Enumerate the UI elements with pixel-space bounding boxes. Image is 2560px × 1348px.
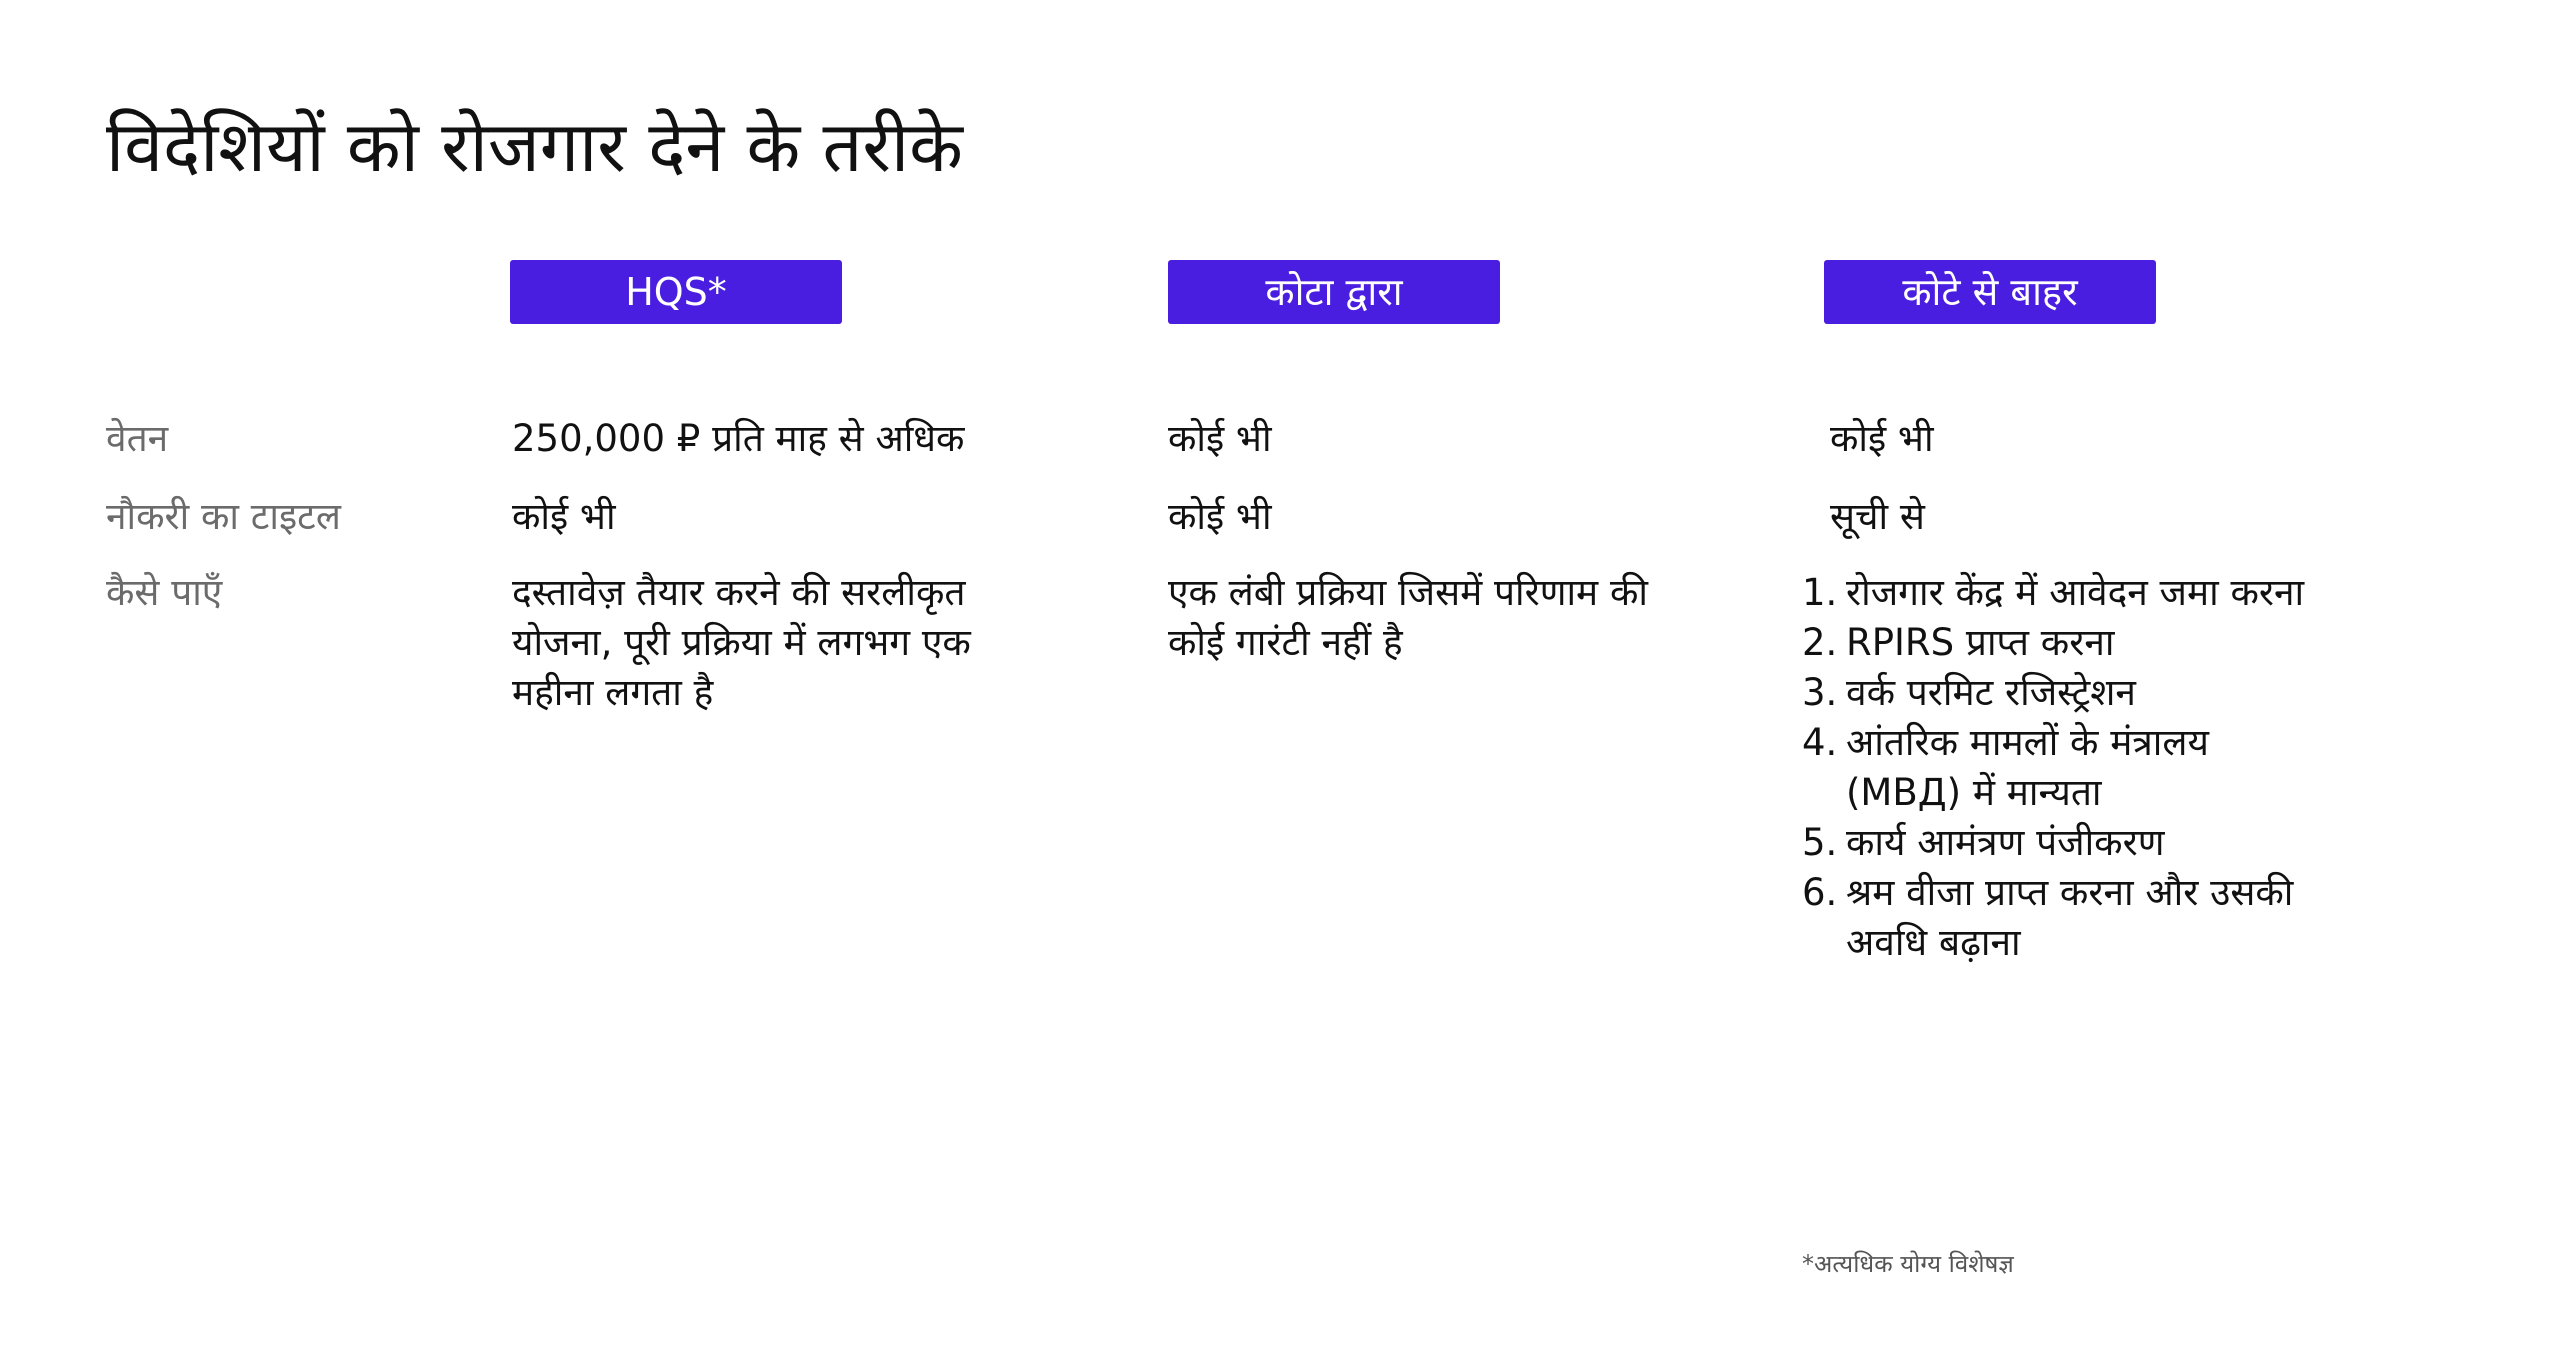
column-header-non-quota: कोटे से बाहर — [1824, 260, 2156, 324]
list-item — [1802, 718, 2322, 818]
page-title: विदेशियों को रोजगार देने के तरीके — [106, 105, 963, 188]
cell-how-to-get-hqs: दस्तावेज़ तैयार करने की सरलीकृत योजना, पूरी प्रक्रिया में लगभग एक महीना लगता है — [512, 571, 971, 714]
footnote: *अत्यधिक योग्य विशेषज्ञ — [1802, 1250, 2014, 1278]
step-number: 5. — [1802, 821, 1838, 864]
cell-job-title-hqs: कोई भी — [512, 495, 616, 538]
row-label-salary: वेतन — [106, 417, 169, 460]
step-text: श्रम वीजा प्राप्त करना और उसकी अवधि बढ़ाना — [1846, 871, 2294, 964]
step-text: रोजगार केंद्र में आवेदन जमा करना — [1846, 571, 2305, 614]
step-text: कार्य आमंत्रण पंजीकरण — [1846, 821, 2165, 864]
cell-salary-hqs: 250,000 ₽ प्रति माह से अधिक — [512, 417, 965, 460]
list-item — [1802, 568, 2322, 618]
step-number: 6. — [1802, 871, 1838, 914]
cell-salary-non-quota: कोई भी — [1830, 417, 1934, 460]
step-text: RPIRS प्राप्त करना — [1846, 621, 2115, 664]
step-number: 2. — [1802, 621, 1838, 664]
list-item — [1802, 818, 2322, 868]
step-text: आंतरिक मामलों के मंत्रालय (МВД) में मान्यता — [1846, 721, 2209, 814]
cell-salary-quota: कोई भी — [1168, 417, 1272, 460]
step-number: 3. — [1802, 671, 1838, 714]
list-item — [1802, 868, 2322, 968]
list-item — [1802, 668, 2322, 718]
cell-job-title-non-quota: सूची से — [1830, 495, 1925, 538]
row-label-how-to-get: कैसे पाएँ — [106, 571, 223, 614]
step-text: वर्क परमिट रजिस्ट्रेशन — [1846, 671, 2136, 714]
list-item — [1802, 618, 2322, 668]
step-number: 1. — [1802, 571, 1838, 614]
step-number: 4. — [1802, 721, 1838, 764]
column-header-quota: कोटा द्वारा — [1168, 260, 1500, 324]
how-to-get-steps-list — [1802, 568, 2322, 968]
cell-job-title-quota: कोई भी — [1168, 495, 1272, 538]
cell-how-to-get-quota: एक लंबी प्रक्रिया जिसमें परिणाम की कोई गारंटी नहीं है — [1168, 571, 1648, 664]
row-label-job-title: नौकरी का टाइटल — [106, 495, 341, 538]
column-header-hqs: HQS* — [510, 260, 842, 324]
